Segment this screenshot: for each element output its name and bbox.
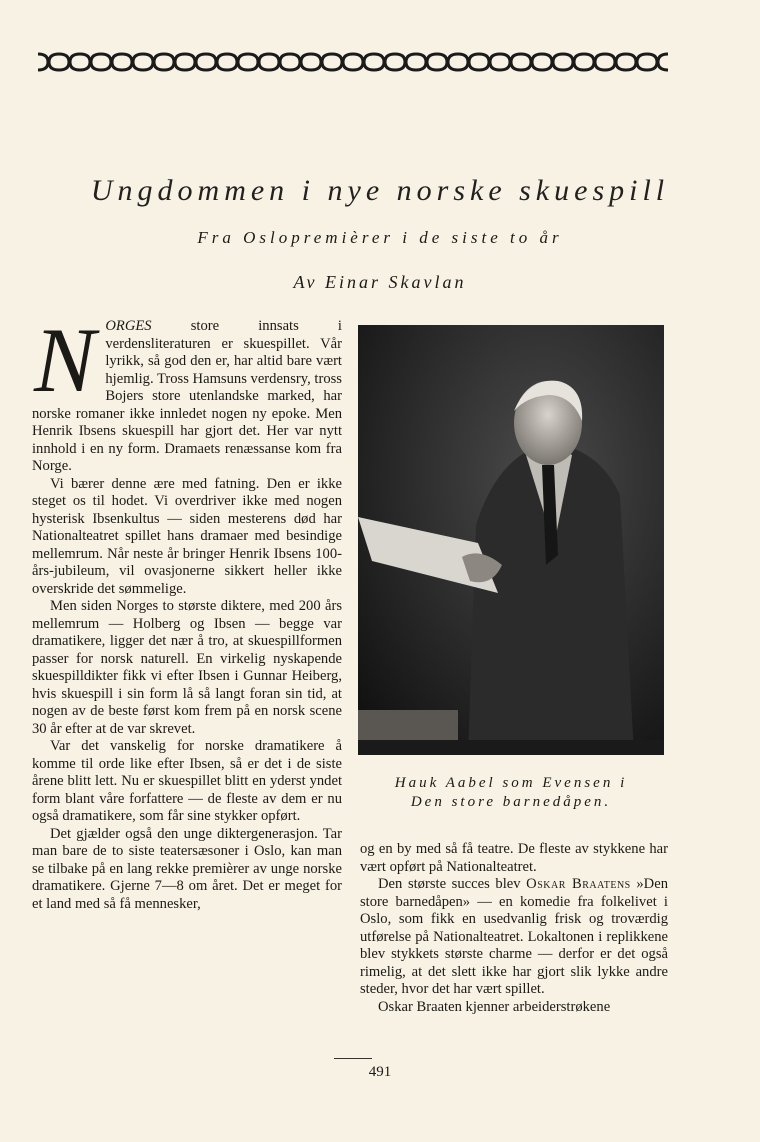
ornament-motif xyxy=(542,54,563,70)
paragraph: og en by med så få teatre. De fleste av stykkene har vært opført på Nationalteatret. xyxy=(360,841,668,875)
paragraph-text: Den største succes blev xyxy=(378,876,527,892)
ornament-motif xyxy=(626,54,647,70)
ornament-motif xyxy=(584,54,605,70)
page-number: 491 xyxy=(368,1064,392,1080)
ornament-motif xyxy=(80,54,101,70)
ornament-motif xyxy=(647,54,668,70)
ornament-motif xyxy=(395,54,416,70)
ornament-motif xyxy=(59,54,80,70)
paragraph: Vi bærer denne ære med fatning. Den er ikke steget os til hodet. Vi overdriver ikke med nogen hysterisk Ibsenkultus — siden mesterens død har Nationalteatret spillet hans dramaer med besindige mellemrum. Når neste år bringer Henrik Ibsens 100-års-jubileum, vil ovasjonerne sikkert heller ikke overskride det sømmelige. xyxy=(32,475,342,597)
ornament-motif xyxy=(332,54,353,70)
ornament-motif xyxy=(479,54,500,70)
ornament-motif xyxy=(374,54,395,70)
ornament-motif xyxy=(269,54,290,70)
paragraph: Oskar Braaten kjenner arbeiderstrøkene xyxy=(378,998,611,1015)
caption-line: Den store barnedåpen. xyxy=(410,794,612,810)
paragraph xyxy=(32,309,342,476)
ornament-motif xyxy=(458,54,479,70)
paragraph-text: »Den store barnedåpen» — en komedie fra folkelivet i Oslo, som fikk en usedvanlig frisk og troværdig utførelse på Nationalteatret. Lokaltonen i replikkene blev stykkets største charme — derfor er det også rimelig, at det slett ikke har gjort slik lykke andre steder, hvor det har vært spillet. xyxy=(360,876,668,997)
ornament-motif xyxy=(311,54,332,70)
ornament-motif xyxy=(38,54,59,70)
left-column xyxy=(32,309,342,913)
drop-cap: N xyxy=(34,309,96,411)
ornament-motif xyxy=(164,54,185,70)
paragraph xyxy=(360,876,668,999)
ornament-motif xyxy=(248,54,269,70)
ornament-motif xyxy=(500,54,521,70)
ornament-motif xyxy=(227,54,248,70)
ornament-motif xyxy=(185,54,206,70)
ornament-motif xyxy=(122,54,143,70)
paragraph: Men siden Norges to største diktere, med 200 års mellemrum — Holberg og Ibsen — begge var dramatikere, ligger det nær å tro, at skuespillformen passer for norsk naturell. En virkelig nyskapende skuespilldikter fikk vi efter Ibsen i Gunnar Heiberg, hvis skuespill i sin form lå så langt foran sin tid, at nogen av de beste først kom frem på en norsk scene 30 år efter at de var skrevet. xyxy=(32,598,342,737)
paragraph-text: store innsats i verdensliteraturen er skuespillet. Vår lyrikk, så god den er, har altid bare vært hjemlig. Tross Hamsuns verdensry, tross Bojers store utenlandske marked, har norske romaner ikke innledet nogen ny epoke. Men Henrik Ibsens skuespill har gjort det. Her var nytt innhold i en ny form. Dramaets renæssanse kom fra Norge. xyxy=(32,318,342,474)
ornamental-border xyxy=(36,48,668,76)
paragraph: Var det vanskelig for norske dramatikere å komme til orde like efter Ibsen, så er det i de siste årene blitt lett. Nu er skuespillet blitt en yderst yndet form blant våre forfattere — de fleste av dem er nu også dramatikere, som får sine stykker opført. xyxy=(32,738,342,824)
ornament-motif xyxy=(605,54,626,70)
ornament-motif xyxy=(101,54,122,70)
author-name: Oskar Braatens xyxy=(526,876,631,892)
actor-photograph xyxy=(358,325,664,755)
footer-rule xyxy=(334,1058,372,1059)
caption-line: Hauk Aabel som Evensen i xyxy=(394,775,628,791)
ornament-motif xyxy=(416,54,437,70)
article-author: Av Einar Skavlan xyxy=(293,272,467,292)
photo-caption xyxy=(358,774,664,812)
ornament-motif xyxy=(290,54,311,70)
lead-word: ORGES xyxy=(105,318,152,334)
article-subtitle: Fra Oslopremièrer i de siste to år xyxy=(197,228,563,247)
right-column xyxy=(360,841,668,1016)
ornament-motif xyxy=(206,54,227,70)
ornament-motif xyxy=(143,54,164,70)
ornament-motif xyxy=(437,54,458,70)
article-title: Ungdommen i nye norske skuespill xyxy=(90,174,670,207)
paragraph: Det gjælder også den unge diktergenerasjon. Tar man bare de to siste teatersæsoner i Oslo, kan man se tilbake på en lang rekke premièrer av unge norske dramatikere. Gjerne 7—8 om året. Det er meget for et land med så få mennesker, xyxy=(32,825,342,912)
ornament-motif xyxy=(563,54,584,70)
ornament-motif xyxy=(353,54,374,70)
ornament-motif xyxy=(521,54,542,70)
